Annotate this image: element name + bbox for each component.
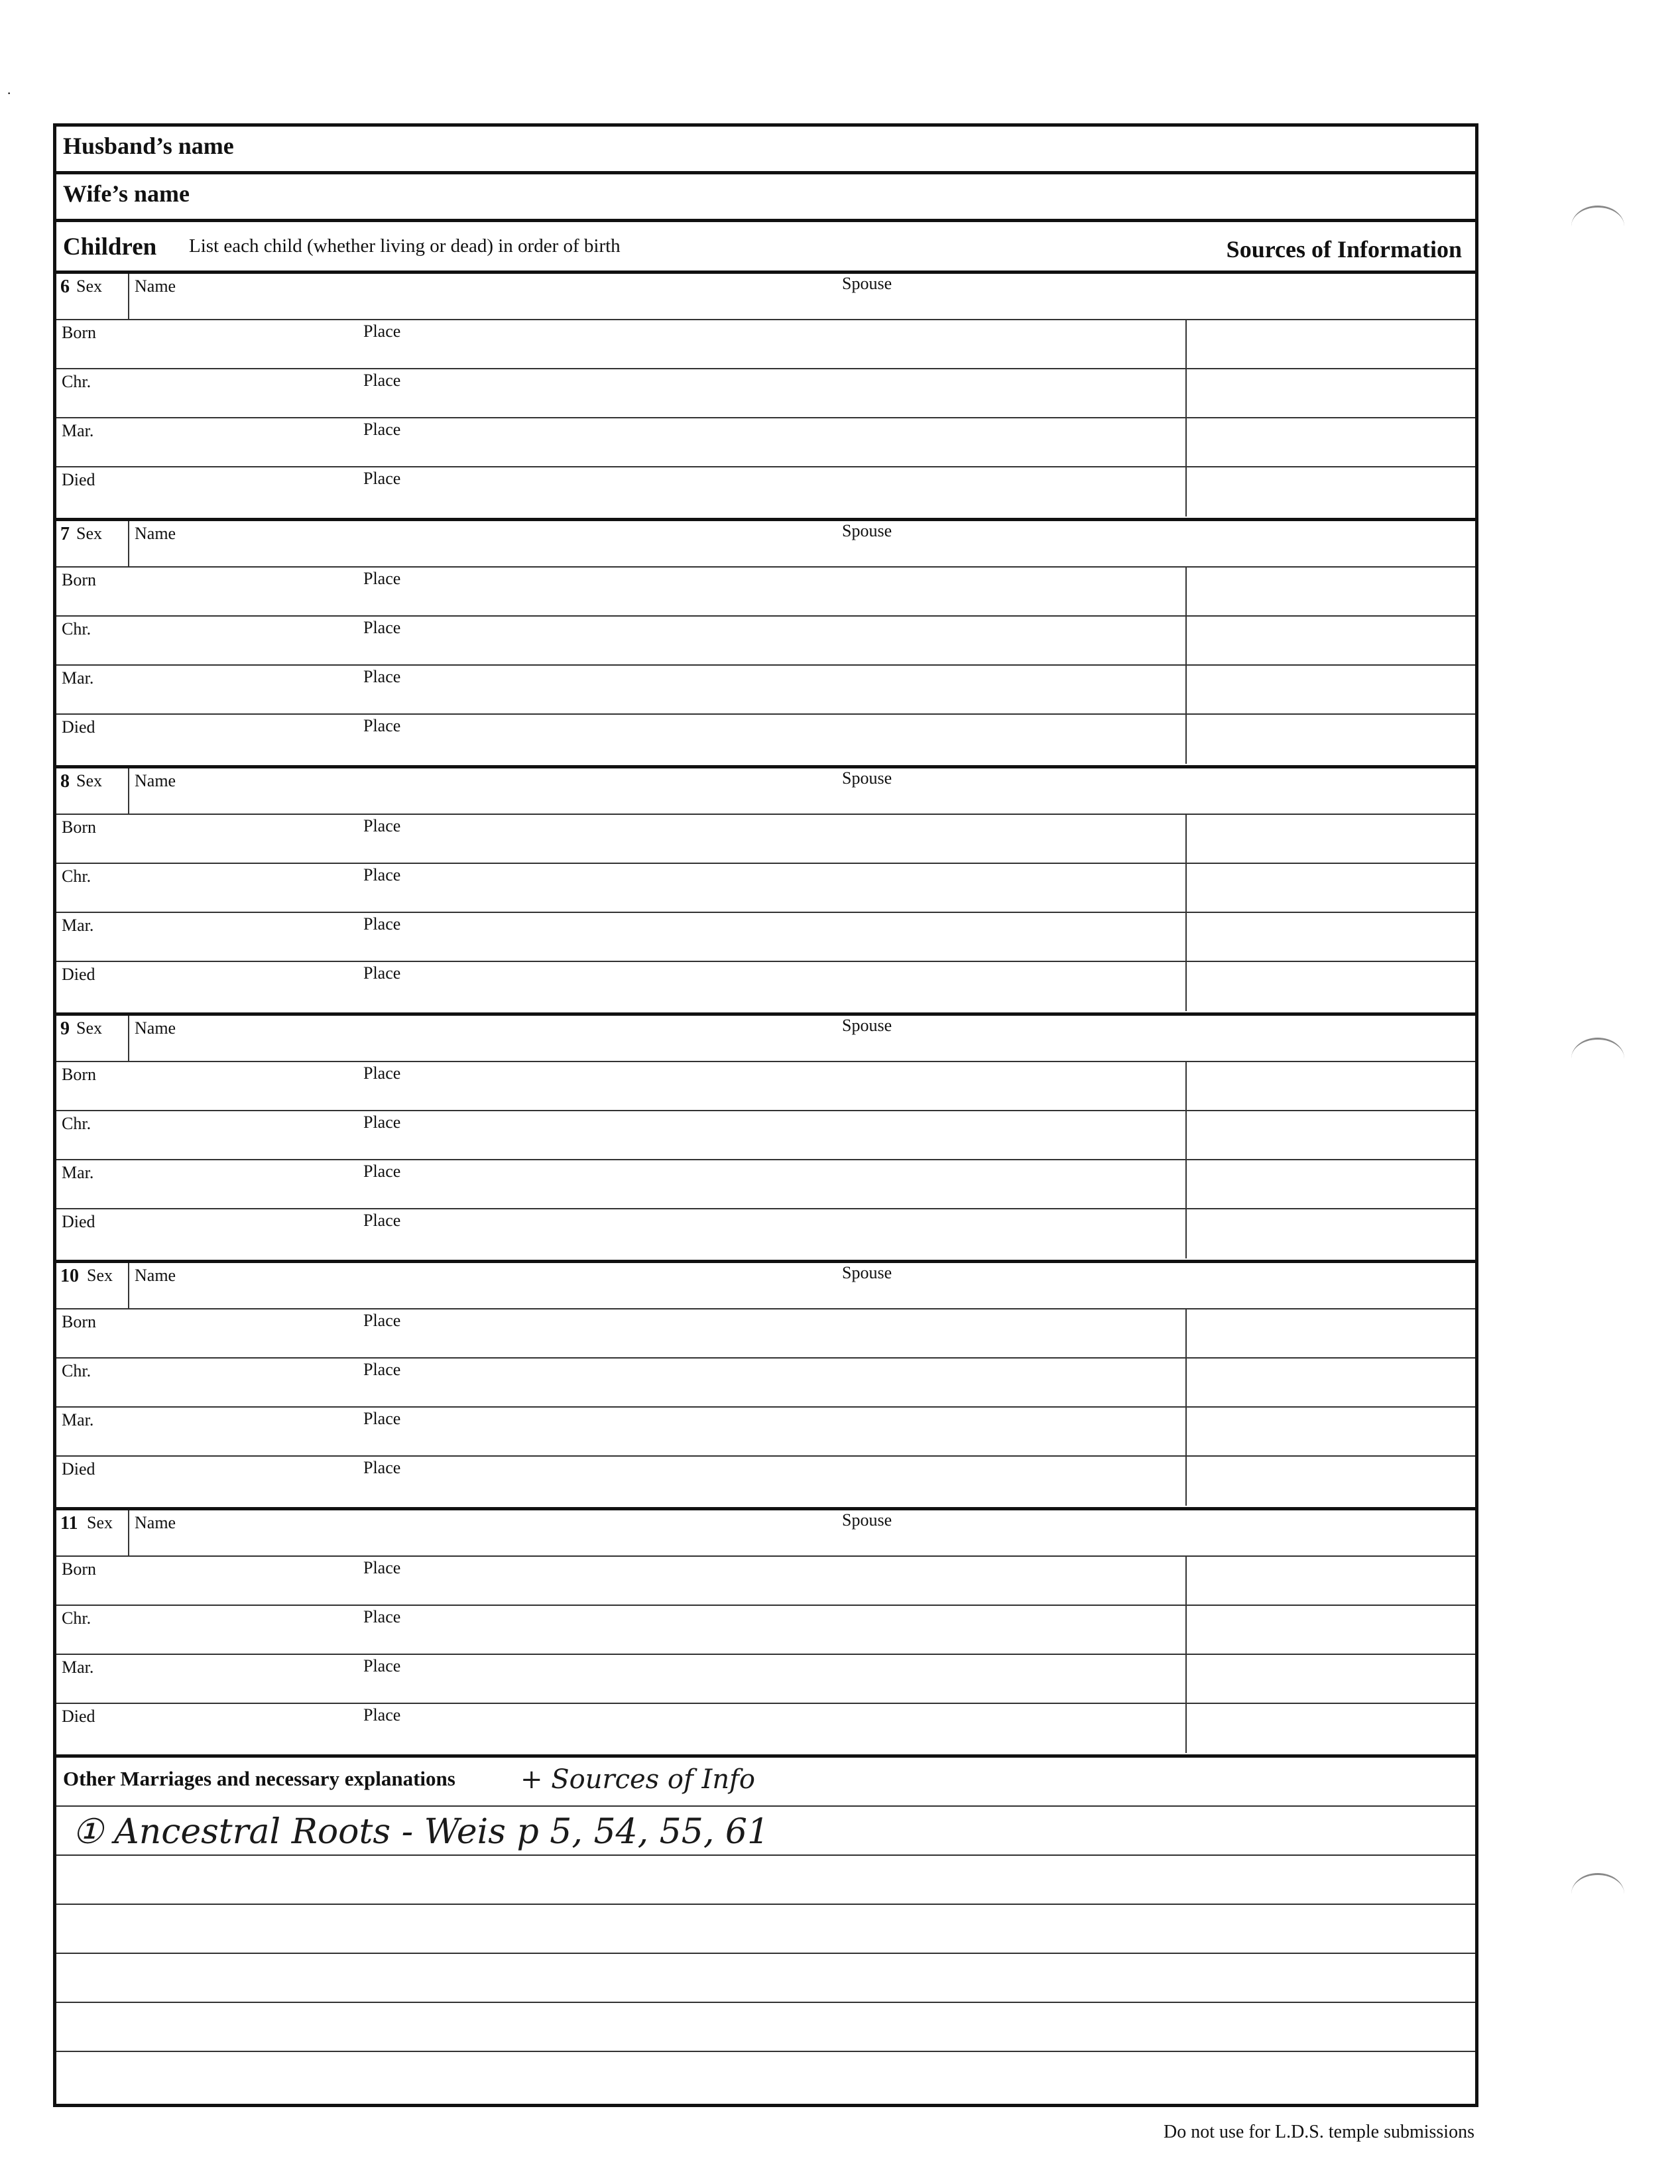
explanation-line-2[interactable] — [56, 1856, 1475, 1905]
child-number: 6 — [60, 276, 70, 297]
child-block — [56, 1016, 1475, 1263]
event-row[interactable] — [56, 962, 1475, 1011]
event-label: Mar. — [62, 668, 94, 688]
event-label: Born — [62, 1312, 96, 1331]
other-marriages-title: Other Marriages and necessary explanations — [63, 1767, 455, 1790]
event-label: Born — [62, 1559, 96, 1579]
children-title: Children — [63, 233, 157, 261]
child-name-row[interactable] — [56, 768, 1475, 815]
event-row[interactable] — [56, 666, 1475, 715]
children-header — [56, 222, 1475, 274]
event-row[interactable] — [56, 1062, 1475, 1111]
stray-mark: · — [7, 85, 12, 101]
event-label: Mar. — [62, 1410, 94, 1429]
child-block — [56, 1263, 1475, 1510]
sources-divider — [1185, 568, 1187, 615]
event-row[interactable] — [56, 1704, 1475, 1753]
event-row[interactable] — [56, 1359, 1475, 1408]
sex-label: Sex — [76, 524, 102, 543]
event-label: Died — [62, 965, 95, 984]
child-name-row[interactable] — [56, 274, 1475, 320]
child-number-sex-cell[interactable] — [56, 1263, 129, 1308]
place-label: Place — [363, 914, 401, 934]
sources-divider — [1185, 320, 1187, 368]
event-label: Chr. — [62, 867, 91, 886]
other-marriages-title-row[interactable] — [56, 1758, 1475, 1807]
sources-divider — [1185, 1408, 1187, 1455]
place-label: Place — [363, 963, 401, 983]
event-label: Died — [62, 1459, 95, 1479]
place-label: Place — [363, 1162, 401, 1181]
place-label: Place — [363, 420, 401, 439]
handwritten-sources-note: + Sources of Info — [520, 1764, 755, 1795]
event-label: Died — [62, 717, 95, 737]
explanation-line-5[interactable] — [56, 2003, 1475, 2052]
sources-divider — [1185, 1606, 1187, 1654]
event-label: Mar. — [62, 916, 94, 935]
place-label: Place — [363, 1113, 401, 1132]
event-row[interactable] — [56, 1557, 1475, 1606]
sex-label: Sex — [87, 1513, 113, 1532]
child-number-sex-cell[interactable] — [56, 1016, 129, 1061]
child-block — [56, 274, 1475, 521]
other-marriages-section — [56, 1758, 1475, 2101]
punch-hole-middle — [1571, 1038, 1624, 1079]
wife-name-label: Wife’s name — [63, 180, 190, 207]
event-label: Born — [62, 570, 96, 589]
place-label: Place — [363, 569, 401, 588]
event-row[interactable] — [56, 467, 1475, 516]
sources-divider — [1185, 666, 1187, 713]
event-label: Chr. — [62, 1361, 91, 1380]
event-row[interactable] — [56, 568, 1475, 617]
sources-divider — [1185, 715, 1187, 764]
event-label: Died — [62, 1212, 95, 1231]
handwritten-ancestral-roots-note: ① Ancestral Roots - Weis p 5, 54, 55, 61 — [72, 1812, 770, 1852]
explanation-line-6[interactable] — [56, 2052, 1475, 2101]
sources-divider — [1185, 1457, 1187, 1506]
event-row[interactable] — [56, 815, 1475, 864]
sex-label: Sex — [76, 276, 102, 296]
explanation-line-1[interactable] — [56, 1807, 1475, 1856]
child-number: 7 — [60, 524, 70, 544]
place-label: Place — [363, 1558, 401, 1577]
event-row[interactable] — [56, 1408, 1475, 1457]
event-row[interactable] — [56, 320, 1475, 369]
child-number-sex-cell[interactable] — [56, 768, 129, 814]
child-name-row[interactable] — [56, 1510, 1475, 1557]
punch-hole-bottom — [1571, 1873, 1624, 1915]
place-label: Place — [363, 816, 401, 835]
event-row[interactable] — [56, 1655, 1475, 1704]
spouse-label: Spouse — [842, 1263, 892, 1282]
name-label: Name — [135, 1266, 176, 1285]
event-label: Born — [62, 323, 96, 342]
place-label: Place — [363, 1656, 401, 1675]
place-label: Place — [363, 1607, 401, 1626]
sex-label: Sex — [87, 1266, 113, 1285]
event-label: Chr. — [62, 372, 91, 391]
spouse-label: Spouse — [842, 274, 892, 293]
event-row[interactable] — [56, 617, 1475, 666]
spouse-label: Spouse — [842, 768, 892, 788]
place-label: Place — [363, 1458, 401, 1477]
event-label: Died — [62, 470, 95, 489]
place-label: Place — [363, 865, 401, 884]
spouse-label: Spouse — [842, 1510, 892, 1530]
child-name-row[interactable] — [56, 1263, 1475, 1309]
spouse-label: Spouse — [842, 521, 892, 540]
child-number: 8 — [60, 771, 70, 792]
name-label: Name — [135, 276, 176, 296]
name-label: Name — [135, 1018, 176, 1038]
sources-divider — [1185, 1111, 1187, 1159]
event-row[interactable] — [56, 1606, 1475, 1655]
spouse-label: Spouse — [842, 1016, 892, 1035]
sources-divider — [1185, 815, 1187, 863]
child-number: 9 — [60, 1018, 70, 1039]
child-name-row[interactable] — [56, 1016, 1475, 1062]
children-list — [56, 274, 1475, 1758]
event-label: Died — [62, 1707, 95, 1726]
event-row[interactable] — [56, 913, 1475, 962]
place-label: Place — [363, 618, 401, 637]
event-row[interactable] — [56, 1457, 1475, 1506]
place-label: Place — [363, 371, 401, 390]
sources-divider — [1185, 467, 1187, 516]
footer-disclaimer: Do not use for L.D.S. temple submissions — [1164, 2122, 1474, 2142]
event-label: Mar. — [62, 421, 94, 440]
child-number: 10 — [60, 1266, 79, 1286]
sex-label: Sex — [76, 1018, 102, 1038]
child-number: 11 — [60, 1513, 78, 1534]
husband-name-label: Husband’s name — [63, 133, 234, 159]
place-label: Place — [363, 667, 401, 686]
event-row[interactable] — [56, 864, 1475, 913]
sex-label: Sex — [76, 771, 102, 790]
place-label: Place — [363, 1409, 401, 1428]
explanation-line-4[interactable] — [56, 1954, 1475, 2003]
place-label: Place — [363, 1360, 401, 1379]
sources-divider — [1185, 962, 1187, 1011]
sources-divider — [1185, 1062, 1187, 1110]
child-block — [56, 521, 1475, 768]
child-name-row[interactable] — [56, 521, 1475, 568]
sources-of-information-label: Sources of Information — [1226, 236, 1462, 263]
sources-divider — [1185, 913, 1187, 961]
event-label: Chr. — [62, 1114, 91, 1133]
sources-divider — [1185, 1309, 1187, 1357]
sources-divider — [1185, 1209, 1187, 1258]
event-row[interactable] — [56, 418, 1475, 467]
event-row[interactable] — [56, 1111, 1475, 1160]
family-group-record-form — [53, 123, 1478, 2107]
event-row[interactable] — [56, 1160, 1475, 1209]
husband-name-row[interactable] — [56, 127, 1475, 174]
place-label: Place — [363, 1063, 401, 1083]
sources-divider — [1185, 1704, 1187, 1753]
event-row[interactable] — [56, 1309, 1475, 1359]
children-instructions: List each child (whether living or dead) in order of birth — [189, 235, 621, 257]
explanation-line-3[interactable] — [56, 1905, 1475, 1954]
name-label: Name — [135, 1513, 176, 1532]
child-number-sex-cell[interactable] — [56, 521, 129, 566]
event-row[interactable] — [56, 369, 1475, 418]
sources-divider — [1185, 864, 1187, 912]
sources-divider — [1185, 418, 1187, 466]
event-label: Mar. — [62, 1658, 94, 1677]
event-label: Born — [62, 1065, 96, 1084]
place-label: Place — [363, 1705, 401, 1725]
sources-divider — [1185, 369, 1187, 417]
punch-hole-top — [1571, 206, 1624, 247]
event-row[interactable] — [56, 1209, 1475, 1258]
sources-divider — [1185, 1160, 1187, 1208]
sources-divider — [1185, 1359, 1187, 1406]
event-label: Chr. — [62, 619, 91, 638]
name-label: Name — [135, 771, 176, 790]
place-label: Place — [363, 469, 401, 488]
child-block — [56, 768, 1475, 1016]
event-label: Born — [62, 818, 96, 837]
name-label: Name — [135, 524, 176, 543]
child-number-sex-cell[interactable] — [56, 274, 129, 319]
place-label: Place — [363, 1311, 401, 1330]
sources-divider — [1185, 617, 1187, 664]
sources-divider — [1185, 1557, 1187, 1605]
place-label: Place — [363, 716, 401, 735]
child-number-sex-cell[interactable] — [56, 1510, 129, 1555]
child-block — [56, 1510, 1475, 1758]
sources-divider — [1185, 1655, 1187, 1703]
event-label: Mar. — [62, 1163, 94, 1182]
place-label: Place — [363, 322, 401, 341]
wife-name-row[interactable] — [56, 174, 1475, 222]
event-row[interactable] — [56, 715, 1475, 764]
event-label: Chr. — [62, 1608, 91, 1628]
place-label: Place — [363, 1211, 401, 1230]
